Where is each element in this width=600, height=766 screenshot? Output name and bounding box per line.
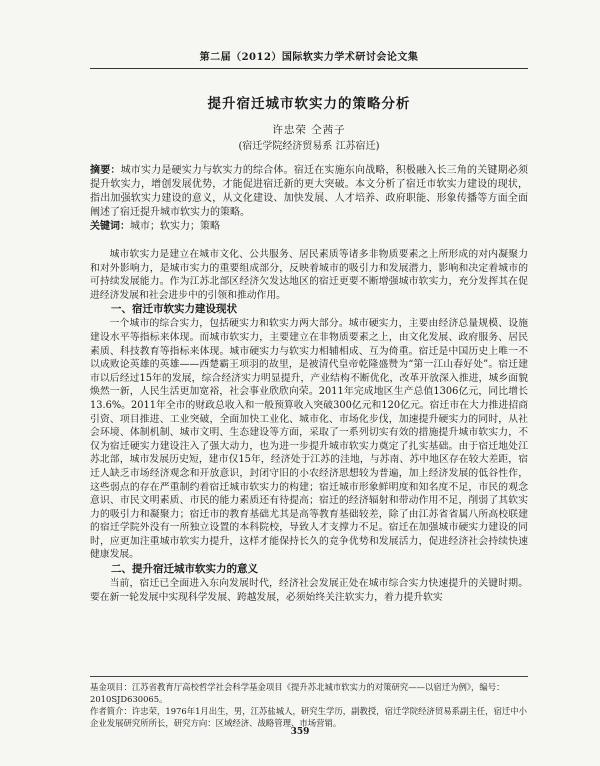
affiliation: (宿迁学院经济贸易系 江苏宿迁) [238,141,380,152]
section-1-paragraph: 一个城市的综合实力，包括硬实力和软实力两大部分。城市硬实力，主要由经济总量规模、设施建设水平等指标来体现。而城市软实力，主要建立在非物质要素之上，由文化发展、政府服务、居民素质、科技教育等指标来体现。城市硬实力与软实力相辅相成、互为倚重。宿迁是中国历史上唯一不以成败论英雄的英雄——西楚霸王项羽的故里，是被清代皇帝乾隆盛赞为“第一江山春好处”。宿迁建市以后经过15年的发展，综合经济实力明显提升，产业结构不断优化，改革开放深入推进，城乡面貌焕然一新，人民生活更加宽裕，社会事业欣欣向荣。2011年完成地区生产总值1306亿元，同比增长13.6%。2011年全市的财政总收入和一般预算收入突破300亿元和120亿元。宿迁市在大力推进招商引资、项目推进、工业突破，全面加快工业化、城市化、市场化步伐，加速提升硬实力的同时，从社会环境、体制机制、城市文明、生态建设等方面，采取了一系列切实有效的措施提升城市软实力，不仅为宿迁硬实力建设注入了强大动力，也为进一步提升城市软实力奠定了扎实基础。由于宿迁地处江苏北部，城市发展历史短，建市仅15年，经济处于江苏的洼地，与苏南、苏中地区存在较大差距，宿迁人缺乏市场经济观念和开放意识，封闭守旧的小农经济思想较为普遍，加上经济发展的低谷性作，这些弱点的存在严重制约着宿迁城市软实力的构建；宿迁城市形象鲜明度和知名度不足，市民的观念意识、市民文明素质、市民的能力素质还有待提高；宿迁的经济辐射和带动作用不足，削弱了其软实力的吸引力和凝聚力；宿迁市的教育基础尤其是高等教育基础较差，除了由江苏省省属八所高校联建的宿迁学院外没有一所独立设置的本科院校，导致人才支撑力不足。宿迁在加强城市硬实力建设的同时，应更加注重城市软实力提升，这样才能保持长久的竞争优势和发展活力，促进经济社会持续快速健康发展。 [90,318,528,561]
funding-note: 基金项目：江苏省教育厅高校哲学社会科学基金项目《提升苏北城市软实力的对策研究——以宿迁为例》，编号：2010SJD630065。 [90,682,505,704]
footnotes [90,676,528,729]
abstract [90,164,528,220]
abstract-block [90,164,528,234]
keywords-label: 关键词： [90,221,130,232]
page-number: 359 [290,727,310,737]
author-bio-note: 作者简介：许忠荣，1976年1月出生，男，江苏盐城人，研究生学历，副教授，宿迁学院经济贸易系副主任，宿迁中小企业发展研究所所长，研究方向：区域经济、战略管理、市场营销。 [90,706,528,728]
abstract-text: 城市实力是硬实力与软实力的综合体。宿迁在实施东向战略，积极融入长三角的关键期必须提升软实力，增创发展优势，才能促进宿迁新的更大突破。本文分析了宿迁市软实力建设的现状，指出加强软实力建设的意义，从文化建设、加快发展、人才培养、政府职能、形象传播等方面全面阐述了宿迁提升城市软实力的策略。 [90,165,529,218]
section-2-heading: 二、提升宿迁城市软实力的意义 [111,563,258,576]
keywords [90,220,528,234]
intro-paragraph: 城市软实力是建立在城市文化、公共服务、居民素质等诸多非物质要素之上所形成的对内凝聚力和对外影响力，是城市实力的重要组成部分，反映着城市的吸引力和发展潜力，影响和决定着城市的可持续发展能力。作为江苏北部区经济欠发达地区的宿迁更要不断增强城市软实力，充分发挥其在促进经济发展和社会进步中的引领和推动作用。 [90,249,528,301]
running-header: 第二届（2012）国际软实力学术研讨会论文集 [90,48,528,69]
section-2-paragraph: 当前，宿迁已全面进入东向发展时代，经济社会发展正处在城市综合实力快速提升的关键时期。要在新一轮发展中实现科学发展、跨越发展，必须始终关注软实力，着力提升软实 [90,578,528,603]
abstract-label: 摘要： [90,165,121,176]
authors: 许忠荣 仝茜子 [272,124,346,136]
body-text [90,248,528,604]
paper-title: 提升宿迁城市软实力的策略分析 [207,96,411,112]
section-1-heading: 一、宿迁市软实力建设现状 [111,303,237,316]
keywords-text: 城市；软实力；策略 [130,221,220,232]
